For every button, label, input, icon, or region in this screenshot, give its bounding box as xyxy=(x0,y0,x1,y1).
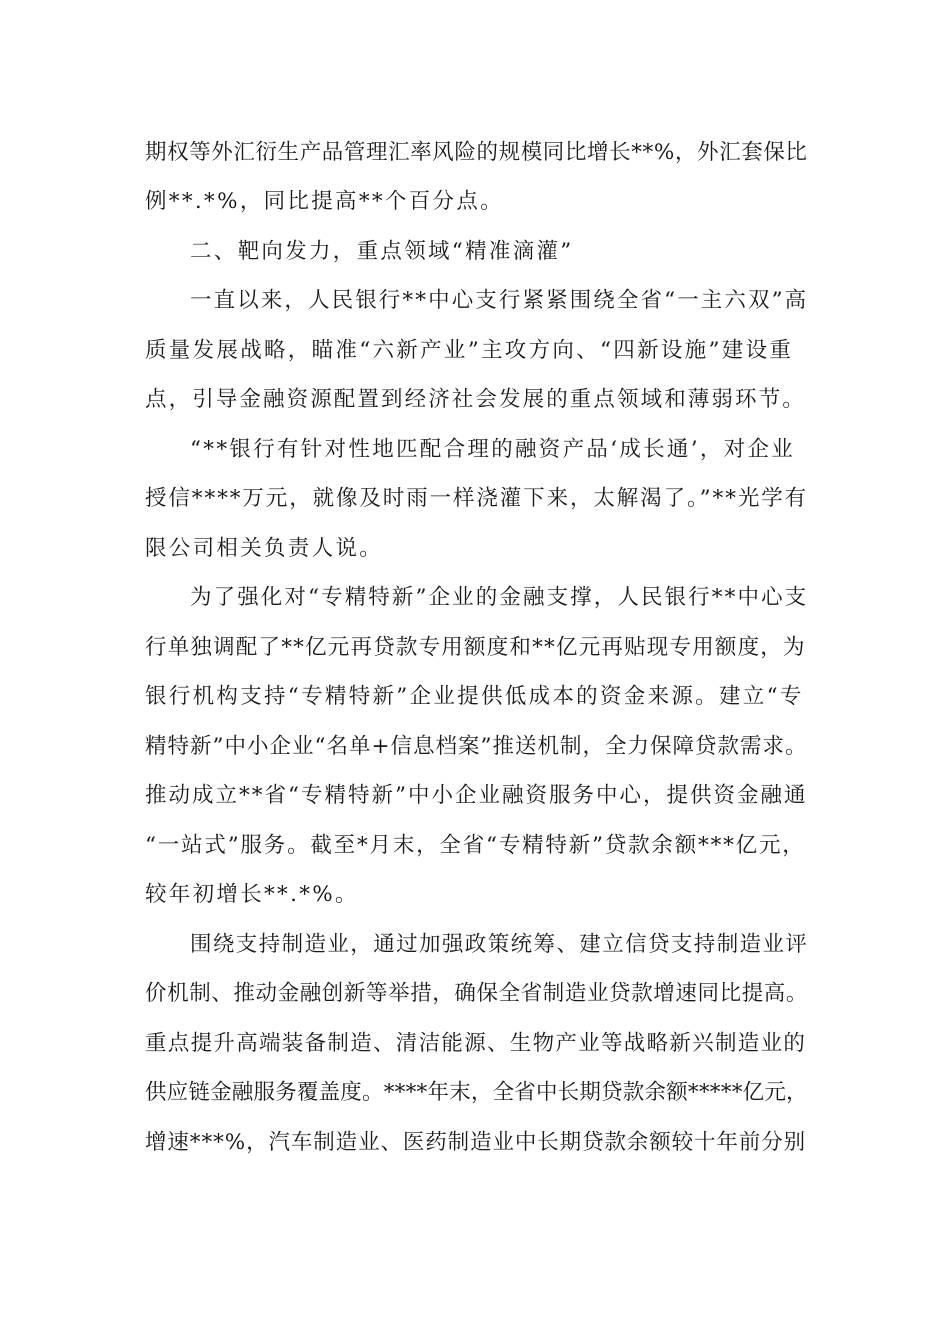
paragraph-line: “一站式”服务。截至*月末，全省“专精特新”贷款余额***亿元， xyxy=(145,833,806,858)
paragraph-line: 供应链金融服务覆盖度。****年末，全省中长期贷款余额*****亿元， xyxy=(145,1080,808,1105)
paragraph-line: 为了强化对“专精特新”企业的金融支撑，人民银行**中心支 xyxy=(190,585,809,610)
paragraph-line: 质量发展战略，瞄准“六新产业”主攻方向、“四新设施”建设重 xyxy=(145,338,794,363)
paragraph-line: 较年初增长**.*%。 xyxy=(145,882,359,907)
paragraph-line: 行单独调配了**亿元再贷款专用额度和**亿元再贴现专用额度，为 xyxy=(145,635,806,660)
paragraph-line: 价机制、推动金融创新等举措，确保全省制造业贷款增速同比提高。 xyxy=(145,981,809,1006)
paragraph-line: 围绕支持制造业，通过加强政策统筹、建立信贷支持制造业评 xyxy=(190,932,809,957)
paragraph-line: 银行机构支持“专精特新”企业提供低成本的资金来源。建立“专 xyxy=(145,684,804,709)
paragraph-line: 一直以来，人民银行**中心支行紧紧围绕全省“一主六双”高 xyxy=(190,288,809,313)
paragraph-line: 限公司相关负责人说。 xyxy=(145,536,384,561)
section-heading: 二、靶向发力，重点领域“精准滴灌” xyxy=(190,239,574,264)
paragraph-line: 期权等外汇衍生产品管理汇率风险的规模同比增长**%，外汇套保比 xyxy=(145,140,808,165)
paragraph-line: 授信****万元，就像及时雨一样浇灌下来，太解渴了。”**光学有 xyxy=(145,486,809,511)
paragraph-line: 重点提升高端装备制造、清洁能源、生物产业等战略新兴制造业的 xyxy=(145,1031,807,1056)
paragraph-line: “**银行有针对性地匹配合理的融资产品‘成长通’，对企业 xyxy=(190,437,796,462)
paragraph-line: 精特新”中小企业“名单+信息档案”推送机制，全力保障贷款需求。 xyxy=(145,734,808,759)
paragraph-line: 例**.*%，同比提高**个百分点。 xyxy=(145,189,504,214)
paragraph-line: 增速***%，汽车制造业、医药制造业中长期贷款余额较十年前分别 xyxy=(145,1130,807,1155)
paragraph-line: 推动成立**省“专精特新”中小企业融资服务中心，提供资金融通 xyxy=(145,783,808,808)
paragraph-line: 点，引导金融资源配置到经济社会发展的重点领域和薄弱环节。 xyxy=(145,387,806,412)
